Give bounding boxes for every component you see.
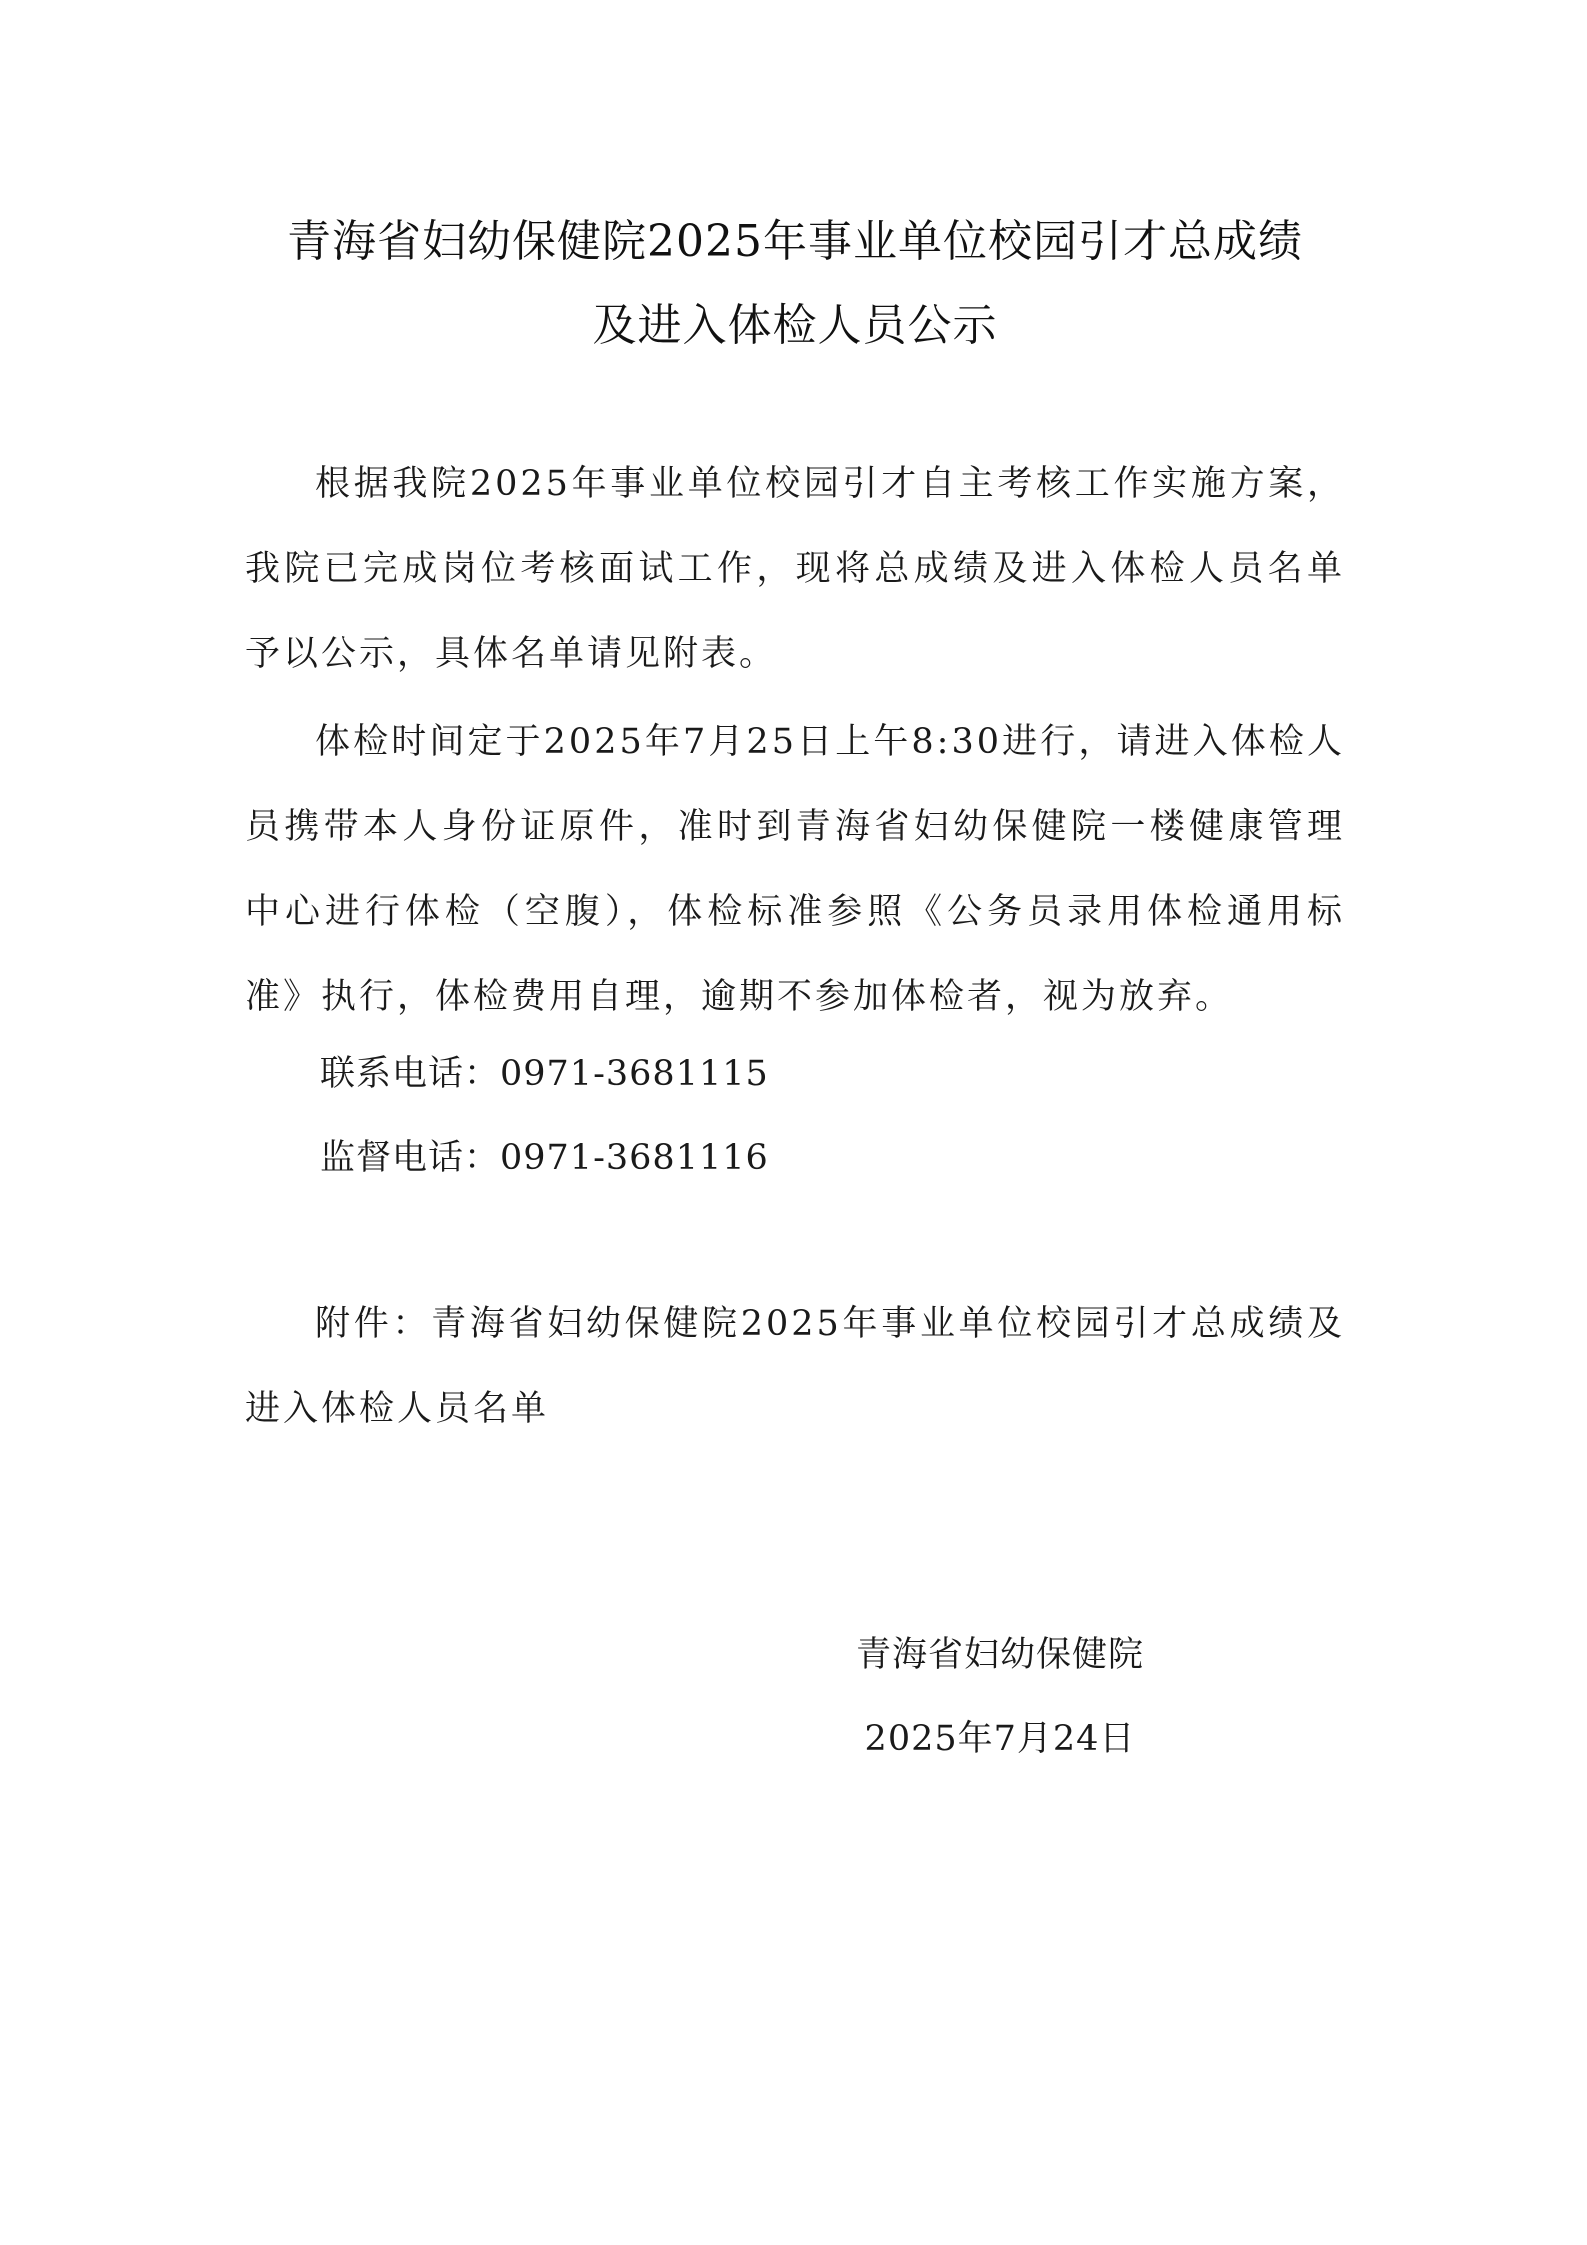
document-title (245, 200, 1345, 368)
supervision-phone: 监督电话：0971-3681116 (320, 1138, 769, 1178)
signature-date: 2025年7月24日 (864, 1719, 1136, 1759)
title-line-2: 及进入体检人员公示 (592, 300, 998, 351)
contact-phone: 联系电话：0971-3681115 (320, 1054, 769, 1094)
attachment-note: 附件：青海省妇幼保健院2025年事业单位校园引才总成绩及进入体检人员名单 (245, 1304, 1345, 1429)
signature-organization: 青海省妇幼保健院 (855, 1635, 1144, 1675)
title-line-1: 青海省妇幼保健院2025年事业单位校园引才总成绩 (287, 216, 1303, 267)
paragraph-physical-exam: 体检时间定于2025年7月25日上午8:30进行，请进入体检人员携带本人身份证原件，准时到青海省妇幼保健院一楼健康管理中心进行体检（空腹），体检标准参照《公务员录用体检通用标准》执行，体检费用自理，逾期不参加体检者，视为放弃。 (245, 722, 1345, 1017)
paragraph-announcement: 根据我院2025年事业单位校园引才自主考核工作实施方案，我院已完成岗位考核面试工作，现将总成绩及进入体检人员名单予以公示，具体名单请见附表。 (245, 464, 1345, 674)
